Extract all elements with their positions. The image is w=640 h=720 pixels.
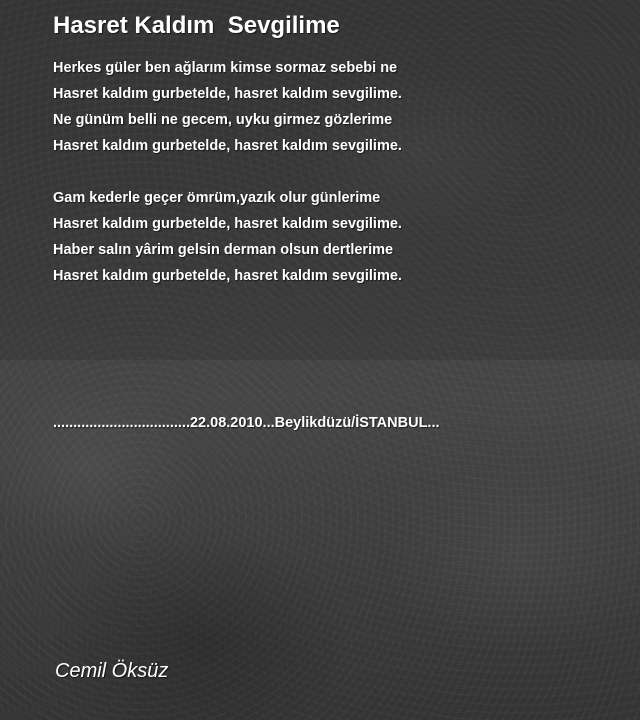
poem-body [53,55,613,315]
poem-line: Hasret kaldım gurbetelde, hasret kaldım sevgilime. [53,138,402,154]
poem-line: Haber salın yârim gelsin derman olsun dertlerime [53,242,394,258]
poem-dateline: ..................................22.08.2010...Beylikdüzü/İSTANBUL... [53,415,440,431]
poem-author: Cemil Öksüz [55,660,169,682]
poem-line: Hasret kaldım gurbetelde, hasret kaldım sevgilime. [53,268,402,284]
poem-line: Herkes güler ben ağlarım kimse sormaz sebebi ne [53,60,398,76]
poem-line: Ne günüm belli ne gecem, uyku girmez gözlerime [53,112,393,128]
poem-line: Hasret kaldım gurbetelde, hasret kaldım sevgilime. [53,86,402,102]
poem-stanza-2 [53,185,613,289]
poem-title: Hasret Kaldım Sevgilime [53,12,340,39]
poem-line: Hasret kaldım gurbetelde, hasret kaldım sevgilime. [53,216,402,232]
poem-stanza-1 [53,55,613,159]
poem-line: Gam kederle geçer ömrüm,yazık olur günlerime [53,190,381,206]
